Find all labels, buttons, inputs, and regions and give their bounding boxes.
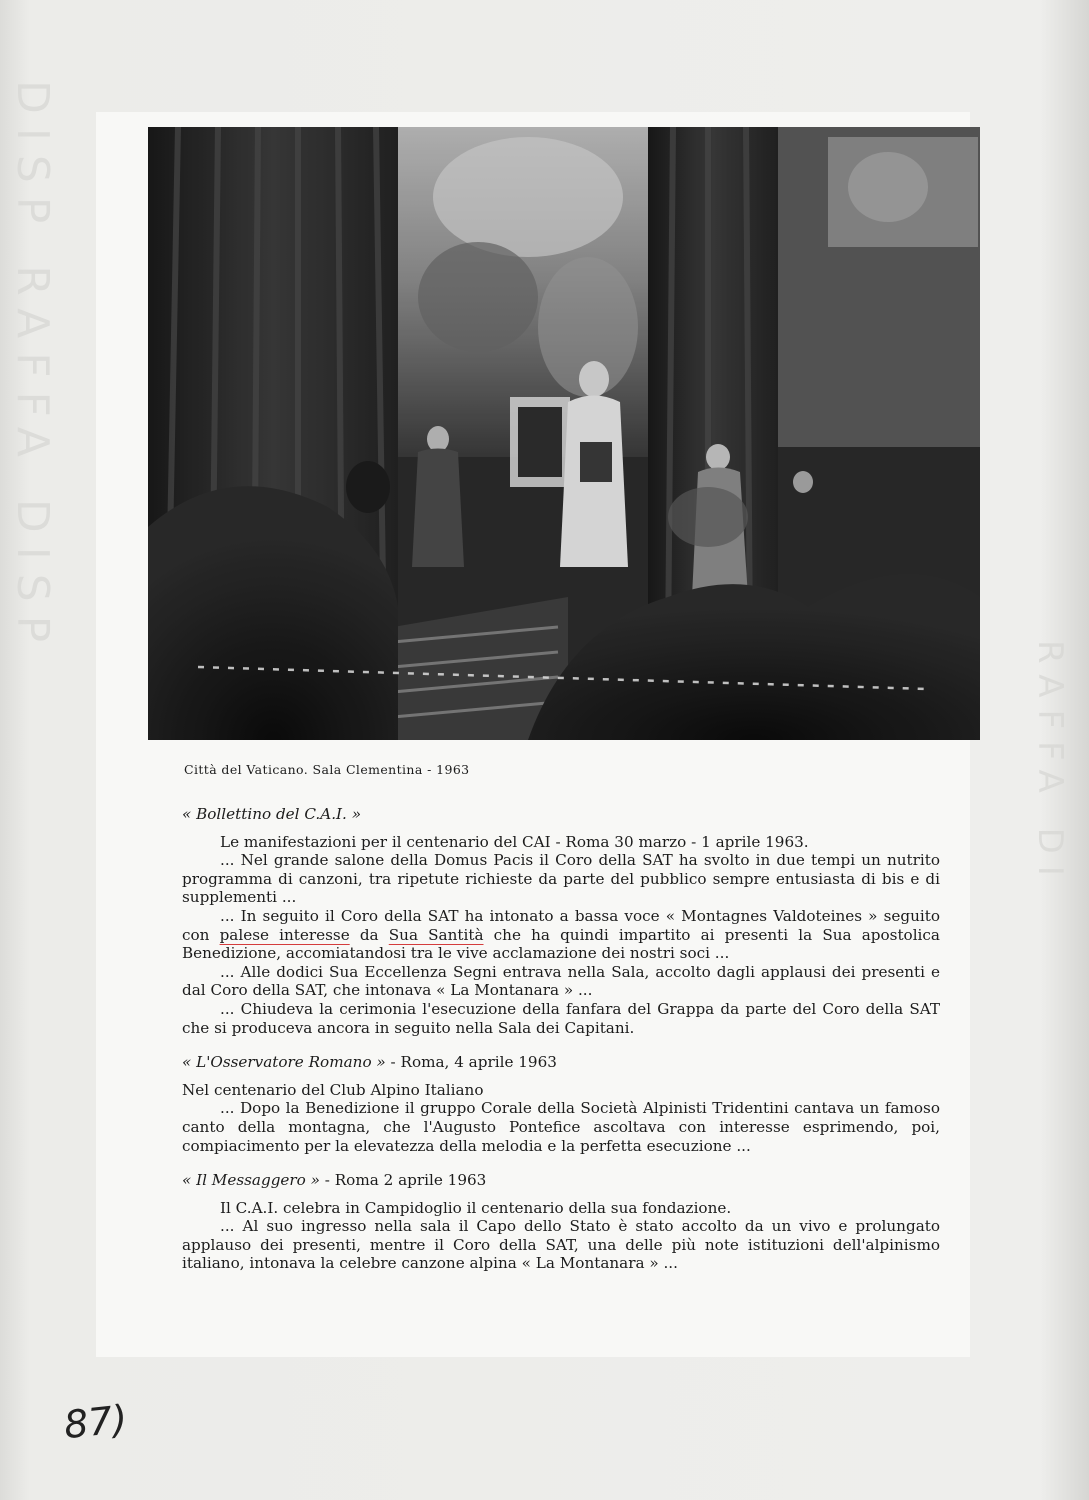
source-dateline: - Roma, 4 aprile 1963	[385, 1053, 557, 1072]
underlined-phrase-interesse: palese interesse	[219, 925, 350, 944]
source-title-messaggero	[182, 1171, 940, 1190]
article-headline: Nel centenario del Club Alpino Italiano	[182, 1080, 484, 1099]
text-run: che ha quindi impartito ai presenti la Sua apostolica Benedizione, accomiatandosi tra le vive acclamazione dei nostri soci ...	[182, 925, 940, 963]
source-name: « L'Osservatore Romano »	[182, 1053, 386, 1072]
source-dateline: - Roma 2 aprile 1963	[319, 1171, 487, 1190]
article-headline: Le manifestazioni per il centenario del CAI - Roma 30 marzo - 1 aprile 1963.	[220, 832, 809, 851]
photo-caption: Città del Vaticano. Sala Clementina - 1963	[184, 762, 470, 777]
source-name: « Bollettino del C.A.I. »	[182, 805, 361, 823]
source-name: « Il Messaggero »	[182, 1171, 320, 1190]
source-title-osservatore	[182, 1053, 940, 1072]
bleed-through-watermark-right: RAFFA DI	[1030, 640, 1070, 888]
text-run: ... In seguito il Coro della SAT ha intonato a bassa voce « Montagnes Valdoteines » seguito con	[182, 906, 940, 944]
photo-sala-clementina	[148, 127, 980, 740]
paragraph: ... Chiudeva la cerimonia l'esecuzione della fanfara del Grappa da parte del Coro della SAT che si produceva ancora in seguito nella Sala dei Capitani.	[182, 999, 940, 1037]
article-headline: Il C.A.I. celebra in Campidoglio il centenario della sua fondazione.	[220, 1198, 732, 1217]
paragraph: ... Dopo la Benedizione il gruppo Corale della Società Alpinisti Tridentini cantava un famoso canto della montagna, che l'Augusto Pontefice ascoltava con interesse esprimendo, poi, compiacimento per la elevatezza della melodia e la perfetta esecuzione ...	[182, 1099, 940, 1155]
photo-illustration	[148, 127, 980, 740]
handwritten-page-number: 87)	[61, 1396, 130, 1448]
article-body	[182, 805, 940, 1273]
paragraph-with-underlines	[182, 907, 940, 963]
bleed-through-watermark: DISP RAFFA DISP	[7, 80, 58, 657]
paragraph: ... Nel grande salone della Domus Pacis il Coro della SAT ha svolto in due tempi un nutrito programma di canzoni, tra ripetute richieste da parte del pubblico sempre entusiasta di bis e di supplementi ...	[182, 851, 940, 907]
source-title-bollettino	[182, 805, 940, 824]
paragraph: ... Alle dodici Sua Eccellenza Segni entrava nella Sala, accolto dagli applausi dei presenti e dal Coro della SAT, che intonava « La Montanara » ...	[182, 962, 940, 1000]
paragraph: ... Al suo ingresso nella sala il Capo dello Stato è stato accolto da un vivo e prolungato applauso dei presenti, mentre il Coro della SAT, una delle più note istituzioni dell'alpinismo italiano, intonava la celebre canzone alpina « La Montanara » ...	[182, 1217, 940, 1273]
underlined-phrase-santita: Sua Santità	[388, 925, 484, 944]
text-run: da	[349, 925, 389, 944]
